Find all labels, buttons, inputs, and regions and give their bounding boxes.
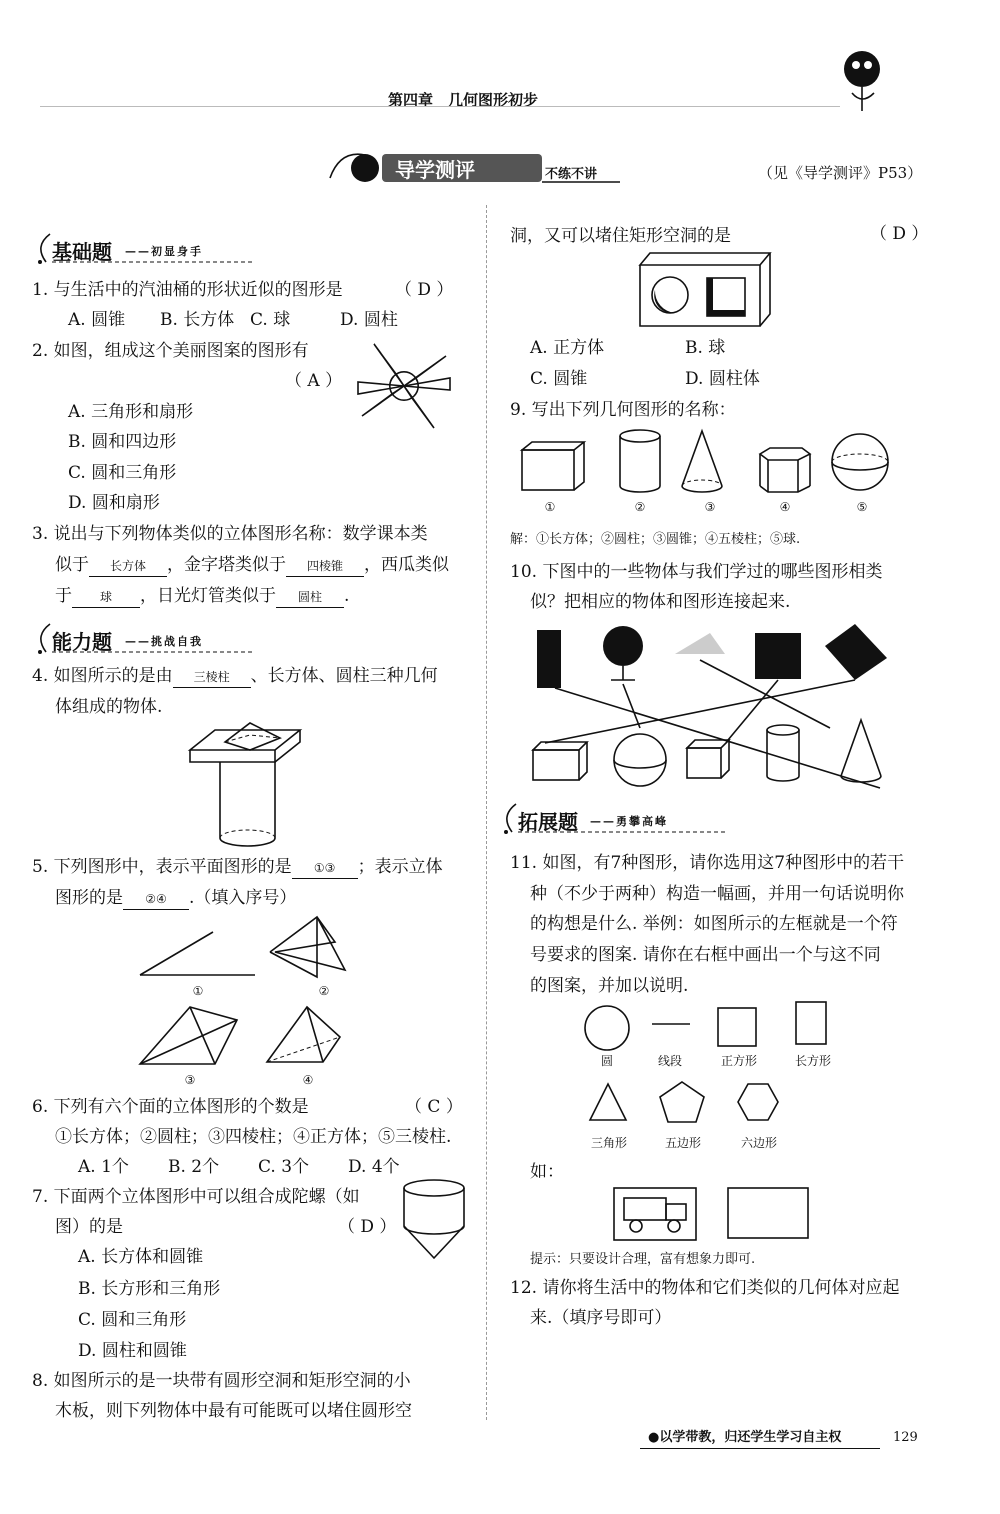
q3-blank-2: 四棱锥 [286,556,364,577]
section-ability-title: 能力题 [52,630,112,654]
footer-slogan: ●以学带教，归还学生学习自主权 [648,1430,842,1445]
q5-figures [135,912,385,1087]
section-ability-sub: ——挑战自我 [125,635,203,648]
q5-text: .（填入序号） [189,888,297,908]
q8-line1: 8. 如图所示的是一块带有圆形空洞和矩形空洞的小 [32,1371,411,1391]
q1-opt-d: D. 圆柱 [340,310,398,330]
q6-opt-b: B. 2个 [168,1157,220,1177]
q5-label-2: ② [318,984,330,998]
q4-blank-1: 三棱柱 [173,667,251,688]
q5-line2 [55,888,296,910]
q9-stem: 9. 写出下列几何图形的名称： [510,400,736,420]
q7-answer: （ D ） [338,1217,397,1237]
q11-label-segment: 线段 [657,1054,682,1068]
q5-label-4: ④ [302,1073,314,1087]
q3-blank-4: 圆柱 [276,587,344,608]
q6-opt-a: A. 1个 [78,1157,129,1177]
q11-hint: 提示：只要设计合理，富有想象力即可. [530,1252,756,1267]
q11-line5: 的图案，并加以说明. [530,976,689,996]
q4-text: 、长方体、圆柱三种几何 [250,666,438,686]
q11-line4: 号要求的图案. 请你在右框中画出一个与这不同 [530,945,881,965]
q2-stem: 2. 如图，组成这个美丽图案的图形有 [32,341,309,361]
q11-line2: 种（不少于两种）构造一幅画，并用一句话说明你 [530,884,904,904]
q8-opt-d: D. 圆柱体 [685,369,760,389]
q11-line3: 的构想是什么. 举例：如图所示的左框就是一个符 [530,914,898,934]
q9-label-3: ③ [704,500,716,514]
q2-opt-d: D. 圆和扇形 [68,493,160,513]
q9-figures [520,428,900,498]
q6-stem: 6. 下列有六个面的立体图形的个数是 [32,1097,309,1117]
q11-label-square: 正方形 [720,1054,757,1068]
footer-rule [640,1448,880,1449]
q3-text: . [344,586,350,606]
q5-label-3: ③ [184,1073,196,1087]
mascot-icon [838,45,888,115]
q5-text: ；表示立体 [357,857,443,877]
page-number: 129 [893,1430,918,1445]
q10-line2: 似？把相应的物体和图形连接起来. [530,592,791,612]
q1-opt-b: B. 长方体 [160,310,235,330]
q5-blank-1: ①③ [292,858,358,879]
q5-blank-2: ②④ [123,889,189,910]
q6-opt-c: C. 3个 [258,1157,310,1177]
banner-title: 导学测评 [395,158,475,182]
q7-opt-b: B. 长方形和三角形 [78,1279,221,1299]
q2-pinwheel-figure [348,336,458,446]
q11-line1: 11. 如图，有7种图形，请你选用这7种图形中的若干 [510,853,905,873]
q3-blank-3: 球 [72,587,140,608]
q6-answer: （ C ） [405,1097,463,1117]
q11-label-rectangle: 长方形 [794,1054,831,1068]
q3-text: ，西瓜类似 [364,555,449,575]
q11-example-frames [612,1186,812,1242]
q2-opt-c: C. 圆和三角形 [68,463,177,483]
q9-label-4: ④ [779,500,791,514]
q12-line2: 来.（填序号即可） [530,1308,672,1328]
q11-label-pentagon: 五边形 [664,1136,701,1150]
banner-ref: （见《导学测评》P53） [758,164,923,182]
q1-opt-c: C. 球 [250,310,291,330]
q4-line1 [32,666,438,688]
q3-text: 似于 [55,555,89,575]
q1-opt-a: A. 圆锥 [68,310,126,330]
q4-text: 4. 如图所示的是由 [32,666,173,686]
q8-opt-b: B. 球 [685,338,726,358]
q5-label-1: ① [192,984,204,998]
section-ext-title: 拓展题 [518,810,578,834]
q5-text: 5. 下列图形中，表示平面图形的是 [32,857,292,877]
section-basic-sub: ——初显身手 [125,245,203,258]
q8-opt-c: C. 圆锥 [530,369,588,389]
q3-text: 于 [55,586,72,606]
header-rule [40,106,840,107]
q11-label-circle: 圆 [600,1054,613,1068]
q4-line2: 体组成的物体. [55,697,163,717]
section-ext-sub: ——勇攀高峰 [590,815,668,828]
banner-slogan: 不练不讲 [545,167,598,182]
q10-line1: 10. 下图中的一些物体与我们学过的哪些图形相类 [510,562,883,582]
q9-label-1: ① [544,500,556,514]
q4-composite-solid-figure [185,720,315,850]
q8-board-figure [635,250,775,330]
q8-opt-a: A. 正方体 [530,338,605,358]
q3-text: ，金字塔类似于 [167,555,286,575]
q7-top-figure [402,1178,466,1263]
q2-answer: （ A ） [285,371,343,391]
section-basic-title: 基础题 [52,240,112,264]
q7-opt-c: C. 圆和三角形 [78,1310,187,1330]
q3-text: ，日光灯管类似于 [140,586,276,606]
q3-blank-1: 长方体 [89,556,167,577]
q9-label-5: ⑤ [856,500,868,514]
q3-line1: 3. 说出与下列物体类似的立体图形名称：数学课本类 [32,524,428,544]
q7-line1: 7. 下面两个立体图形中可以组合成陀螺（如 [32,1187,360,1207]
q8-line2: 木板，则下列物体中最有可能既可以堵住圆形空 [55,1401,412,1421]
q3-line2 [55,555,449,577]
q11-label-triangle: 三角形 [590,1136,627,1150]
q3-line3 [55,586,349,608]
q6-list: ①长方体；②圆柱；③四棱柱；④正方体；⑤三棱柱. [55,1127,452,1147]
q11-label-hexagon: 六边形 [740,1136,777,1150]
q9-label-2: ② [634,500,646,514]
q10-matching-figure [525,618,895,788]
column-divider [486,205,487,1420]
q9-answer: 解：①长方体；②圆柱；③圆锥；④五棱柱；⑤球. [510,532,801,547]
q7-opt-a: A. 长方体和圆锥 [78,1247,204,1267]
q7-line2: 图）的是 [55,1217,123,1237]
q5-text: 图形的是 [55,888,123,908]
q1-answer: （ D ） [395,280,454,300]
q12-line1: 12. 请你将生活中的物体和它们类似的几何体对应起 [510,1278,900,1298]
q2-opt-a: A. 三角形和扇形 [68,402,194,422]
q8-line3: 洞，又可以堵住矩形空洞的是 [510,226,731,246]
q11-example-label: 如： [530,1162,564,1182]
chapter-title: 第四章 几何图形初步 [388,91,539,109]
q8-answer: （ D ） [870,224,929,244]
q7-opt-d: D. 圆柱和圆锥 [78,1341,187,1361]
q1-stem: 1. 与生活中的汽油桶的形状近似的图形是 [32,280,343,300]
q6-opt-d: D. 4个 [348,1157,400,1177]
q2-opt-b: B. 圆和四边形 [68,432,177,452]
q5-line1 [32,857,443,879]
